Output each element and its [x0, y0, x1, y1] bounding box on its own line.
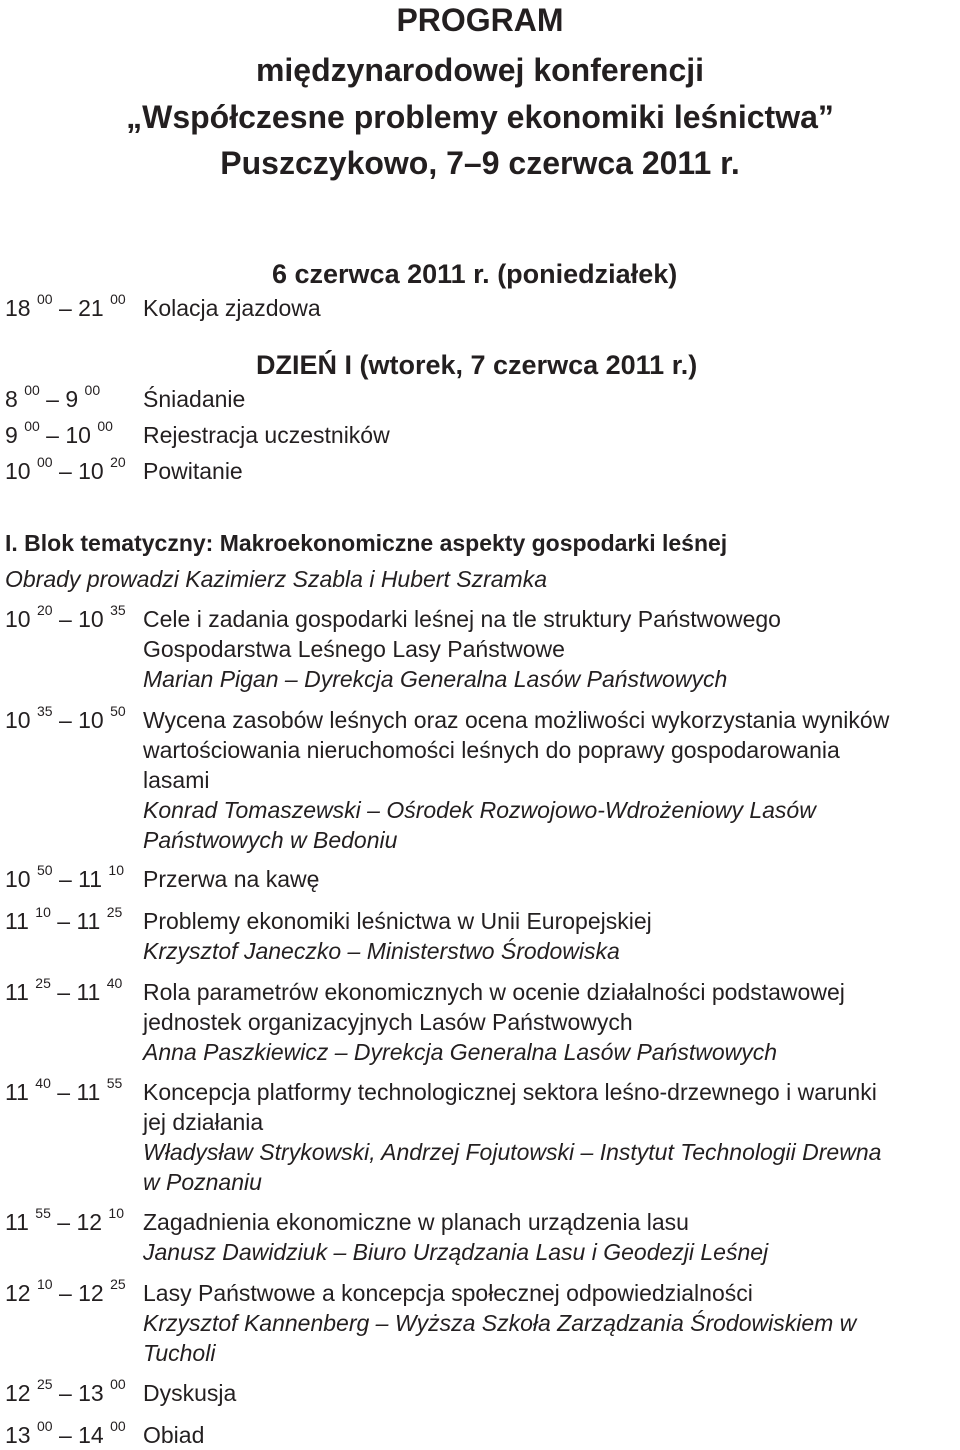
time-range: 13 $^{00}$ – 14 $^{00}$ [5, 1418, 126, 1448]
speaker-line: Władysław Strykowski, Andrzej Fojutowski – Instytut Technologii Drewna [143, 1139, 882, 1165]
end-minute: 00 [110, 1418, 126, 1435]
talk-title-line: Lasy Państwowe a koncepcja społecznej odpowiedzialności [143, 1280, 753, 1306]
end-hour: 13 [78, 1380, 104, 1406]
time-range: 11 $^{40}$ – 11 $^{55}$ [5, 1075, 123, 1105]
time-range: 11 $^{25}$ – 11 $^{40}$ [5, 975, 123, 1005]
start-hour: 11 [5, 1209, 29, 1235]
speaker-line: Państwowych w Bedoniu [143, 827, 398, 853]
conference-title: „Współczesne problemy ekonomiki leśnictwa” [126, 99, 834, 135]
start-hour: 8 [5, 386, 18, 412]
talk-title-line: Rola parametrów ekonomicznych w ocenie działalności podstawowej [143, 979, 845, 1005]
end-hour: 9 [65, 386, 79, 412]
start-minute: 25 [35, 975, 51, 992]
talk-title-line: Cele i zadania gospodarki leśnej na tle struktury Państwowego [143, 606, 781, 632]
talk-title-line: Obiad [143, 1422, 205, 1448]
speaker-line: Konrad Tomaszewski – Ośrodek Rozwojowo-Wdrożeniowy Lasów [143, 797, 816, 823]
talk [143, 1077, 958, 1197]
speaker-line: Janusz Dawidziuk – Biuro Urządzania Lasu i Geodezji Leśnej [143, 1239, 769, 1265]
time-range: 10 $^{50}$ – 11 $^{10}$ [5, 862, 124, 892]
start-minute: 40 [35, 1075, 51, 1092]
day-heading-june-6: 6 czerwca 2011 r. (poniedziałek) [272, 259, 678, 289]
schedule-item-title: Powitanie [143, 458, 243, 484]
talk-title-line: Dyskusja [143, 1380, 237, 1406]
talk [143, 1207, 958, 1267]
start-minute: 25 [36, 1376, 53, 1393]
talk-title-line: wartościowania nieruchomości leśnych do poprawy gospodarowania [143, 737, 840, 763]
time-range: 10 $^{35}$ – 10 $^{50}$ [5, 703, 126, 733]
end-hour: 11 [76, 908, 101, 934]
start-hour: 11 [5, 979, 29, 1005]
start-hour: 10 [5, 458, 31, 484]
start-minute: 00 [36, 1418, 53, 1435]
start-minute: 20 [36, 602, 53, 619]
end-hour: 10 [65, 422, 91, 448]
speaker-line: Anna Paszkiewicz – Dyrekcja Generalna Lasów Państwowych [143, 1039, 778, 1065]
end-minute: 10 [108, 1205, 124, 1222]
end-minute: 00 [110, 1376, 126, 1393]
start-hour: 11 [5, 908, 29, 934]
start-minute: 00 [36, 454, 53, 471]
talk-title-line: Wycena zasobów leśnych oraz ocena możliwości wykorzystania wyników [143, 707, 890, 733]
end-hour: 10 [78, 707, 104, 733]
end-hour: 12 [78, 1280, 104, 1306]
speaker-line: Krzysztof Janeczko – Ministerstwo Środowiska [143, 938, 620, 964]
start-minute: 10 [36, 1276, 53, 1293]
session-chairs: Obrady prowadzi Kazimierz Szabla i Hubert Szramka [5, 566, 547, 592]
talk [143, 604, 958, 694]
talk-title-line: Problemy ekonomiki leśnictwa w Unii Europejskiej [143, 908, 652, 934]
start-minute: 35 [36, 703, 53, 720]
start-hour: 13 [5, 1422, 31, 1448]
start-hour: 12 [5, 1380, 31, 1406]
conference-place-date: Puszczykowo, 7–9 czerwca 2011 r. [220, 145, 740, 181]
end-hour: 10 [78, 606, 104, 632]
talk [143, 705, 958, 855]
talk [143, 864, 958, 894]
schedule-item-title: Kolacja zjazdowa [143, 295, 321, 321]
time-range: 10 $^{00}$ – 10 $^{20}$ [5, 454, 126, 484]
talk [143, 1278, 958, 1368]
time-range: 12 $^{25}$ – 13 $^{00}$ [5, 1376, 126, 1406]
end-hour: 10 [78, 458, 104, 484]
conference-type: międzynarodowej konferencji [255, 52, 705, 88]
talk-title-line: Koncepcja platformy technologicznej sektora leśno-drzewnego i warunki [143, 1079, 877, 1105]
end-minute: 25 [106, 904, 123, 921]
end-hour: 11 [76, 979, 101, 1005]
end-minute: 20 [110, 454, 126, 471]
start-hour: 10 [5, 606, 31, 632]
start-minute: 50 [36, 862, 53, 879]
time-range: 18 $^{00}$ – 21 $^{00}$ [5, 291, 126, 321]
end-hour: 14 [78, 1422, 104, 1448]
schedule-item-title: Śniadanie [143, 386, 246, 412]
talk-title-line: Przerwa na kawę [143, 866, 320, 892]
talk-title-line: jej działania [143, 1109, 264, 1135]
time-range: 11 $^{55}$ – 12 $^{10}$ [5, 1205, 124, 1235]
end-minute: 55 [106, 1075, 123, 1092]
start-minute: 00 [36, 291, 53, 308]
program-heading: PROGRAM [396, 2, 564, 38]
time-range: 11 $^{10}$ – 11 $^{25}$ [5, 904, 123, 934]
end-hour: 12 [76, 1209, 103, 1235]
talk-title-line: jednostek organizacyjnych Lasów Państwowych [143, 1009, 633, 1035]
end-minute: 35 [110, 602, 126, 619]
end-hour: 21 [78, 295, 104, 321]
start-hour: 11 [5, 1079, 29, 1105]
talk [143, 1420, 958, 1450]
end-minute: 00 [110, 291, 126, 308]
end-minute: 10 [108, 862, 124, 879]
end-hour: 11 [76, 1079, 101, 1105]
start-minute: 55 [35, 1205, 51, 1222]
day-heading-day-one: DZIEŃ I (wtorek, 7 czerwca 2011 r.) [256, 350, 698, 380]
speaker-line: Krzysztof Kannenberg – Wyższa Szkoła Zarządzania Środowiskiem w [143, 1310, 857, 1336]
time-range: 12 $^{10}$ – 12 $^{25}$ [5, 1276, 126, 1306]
end-hour: 11 [78, 866, 103, 892]
start-hour: 9 [5, 422, 18, 448]
end-minute: 00 [84, 382, 101, 399]
time-range: 8 $^{00}$ – 9 $^{00}$ [5, 382, 101, 412]
schedule-item-title: Rejestracja uczestników [143, 422, 390, 448]
start-hour: 10 [5, 707, 31, 733]
time-range: 10 $^{20}$ – 10 $^{35}$ [5, 602, 126, 632]
end-minute: 00 [97, 418, 113, 435]
start-minute: 00 [24, 382, 40, 399]
speaker-line: Tucholi [143, 1340, 216, 1366]
end-minute: 40 [106, 975, 123, 992]
start-hour: 18 [5, 295, 31, 321]
start-hour: 10 [5, 866, 31, 892]
start-minute: 00 [24, 418, 40, 435]
talk-title-line: Zagadnienia ekonomiczne w planach urządzenia lasu [143, 1209, 689, 1235]
talk [143, 1378, 958, 1408]
block-title: I. Blok tematyczny: Makroekonomiczne aspekty gospodarki leśnej [5, 530, 728, 556]
end-minute: 50 [110, 703, 126, 720]
start-minute: 10 [35, 904, 51, 921]
talk-title-line: lasami [143, 767, 210, 793]
speaker-line: Marian Pigan – Dyrekcja Generalna Lasów Państwowych [143, 666, 728, 692]
talk-title-line: Gospodarstwa Leśnego Lasy Państwowe [143, 636, 565, 662]
speaker-line: w Poznaniu [143, 1169, 262, 1195]
start-hour: 12 [5, 1280, 31, 1306]
talk [143, 906, 958, 966]
talk [143, 977, 958, 1067]
end-minute: 25 [110, 1276, 126, 1293]
time-range: 9 $^{00}$ – 10 $^{00}$ [5, 418, 113, 448]
